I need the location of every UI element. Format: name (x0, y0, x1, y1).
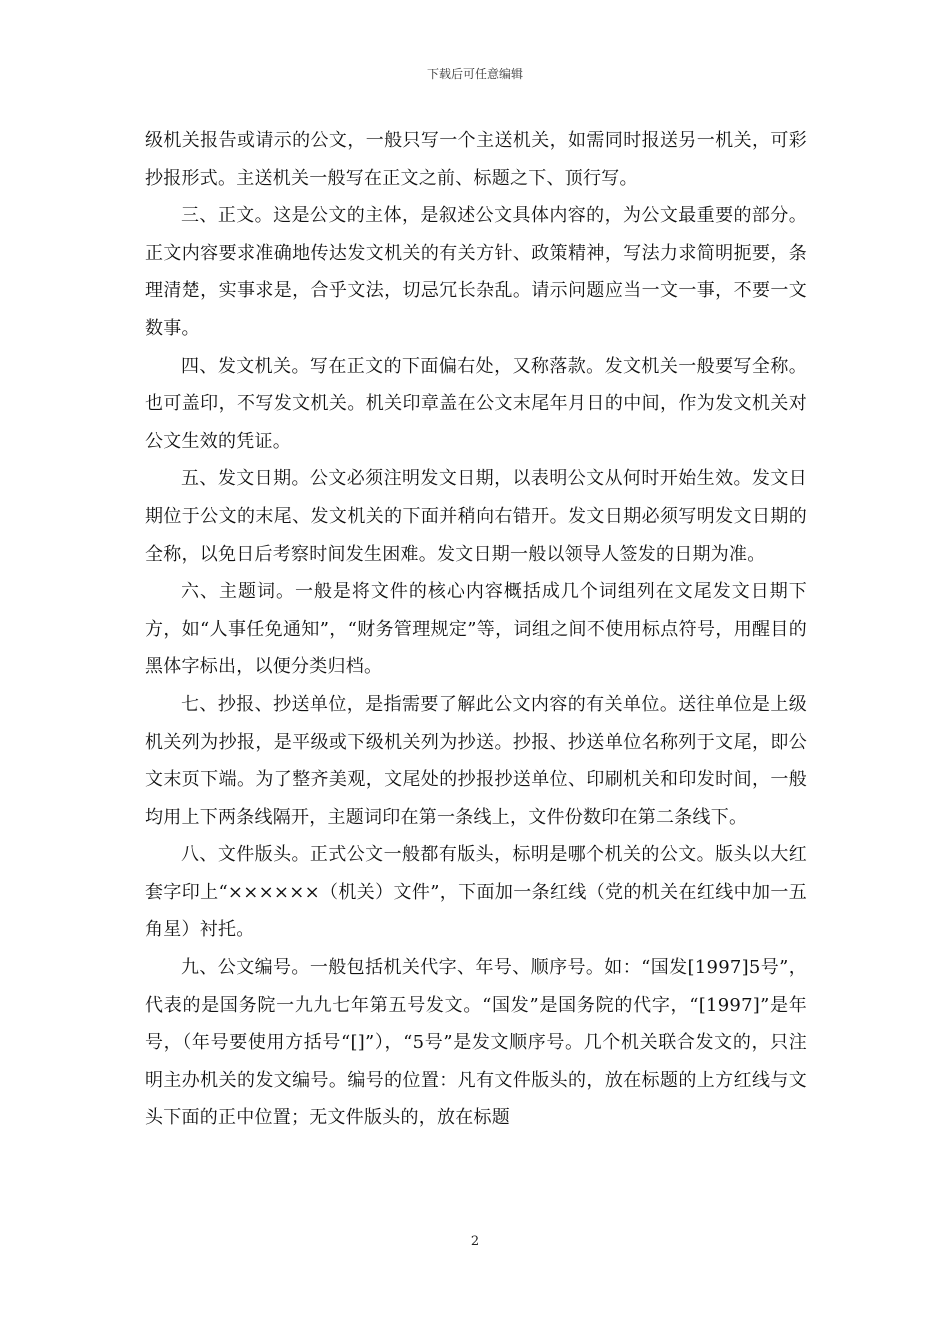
paragraph-subject-terms: 六、主题词。一般是将文件的核心内容概括成几个词组列在文尾发文日期下方，如“人事任免通知”，“财务管理规定”等，词组之间不使用标点符号，用醒目的黑体字标出，以便分类归档。 (145, 581, 807, 678)
paragraph-document-number: 九、公文编号。一般包括机关代字、年号、顺序号。如：“国发[1997]5号”，代表的是国务院一九九七年第五号发文。“国发”是国务院的代字，“[1997]”是年号，（年号要使用方括号“[]”），“5号”是发文顺序号。几个机关联合发文的，只注明主办机关的发文编号。编号的位置：凡有文件版头的，放在标题的上方红线与文头下面的正中位置；无文件版头的，放在标题 (145, 957, 807, 1129)
paragraph-cc-units: 七、抄报、抄送单位，是指需要了解此公文内容的有关单位。送往单位是上级机关列为抄报，是平级或下级机关列为抄送。抄报、抄送单位名称列于文尾，即公文末页下端。为了整齐美观，文尾处的抄报抄送单位、印刷机关和印发时间，一般均用上下两条线隔开，主题词印在第一条线上，文件份数印在第二条线下。 (145, 693, 807, 828)
page-number: 2 (470, 1234, 480, 1249)
paragraph-main-text: 三、正文。这是公文的主体，是叙述公文具体内容的，为公文最重要的部分。正文内容要求准确地传达发文机关的有关方针、政策精神，写法力求简明扼要，条理清楚，实事求是，合乎文法，切忌冗长杂乱。请示问题应当一文一事，不要一文数事。 (145, 205, 807, 339)
paragraph-issuing-authority: 四、发文机关。写在正文的下面偏右处，又称落款。发文机关一般要写全称。也可盖印，不写发文机关。机关印章盖在公文末尾年月日的中间，作为发文机关对公文生效的凭证。 (145, 355, 807, 452)
paragraph-continuation: 级机关报告或请示的公文，一般只写一个主送机关，如需同时报送另一机关，可彩抄报形式。主送机关一般写在正文之前、标题之下、顶行写。 (145, 130, 807, 189)
paragraph-letterhead: 八、文件版头。正式公文一般都有版头，标明是哪个机关的公文。版头以大红套字印上“××××××（机关）文件”，下面加一条红线（党的机关在红线中加一五角星）衬托。 (145, 844, 807, 941)
paragraph-issue-date: 五、发文日期。公文必须注明发文日期，以表明公文从何时开始生效。发文日期位于公文的末尾、发文机关的下面并稍向右错开。发文日期必须写明发文日期的全称，以免日后考察时间发生困难。发文日期一般以领导人签发的日期为准。 (145, 468, 807, 565)
document-body (145, 122, 807, 1137)
page-header: 下载后可任意编辑 (426, 67, 523, 81)
